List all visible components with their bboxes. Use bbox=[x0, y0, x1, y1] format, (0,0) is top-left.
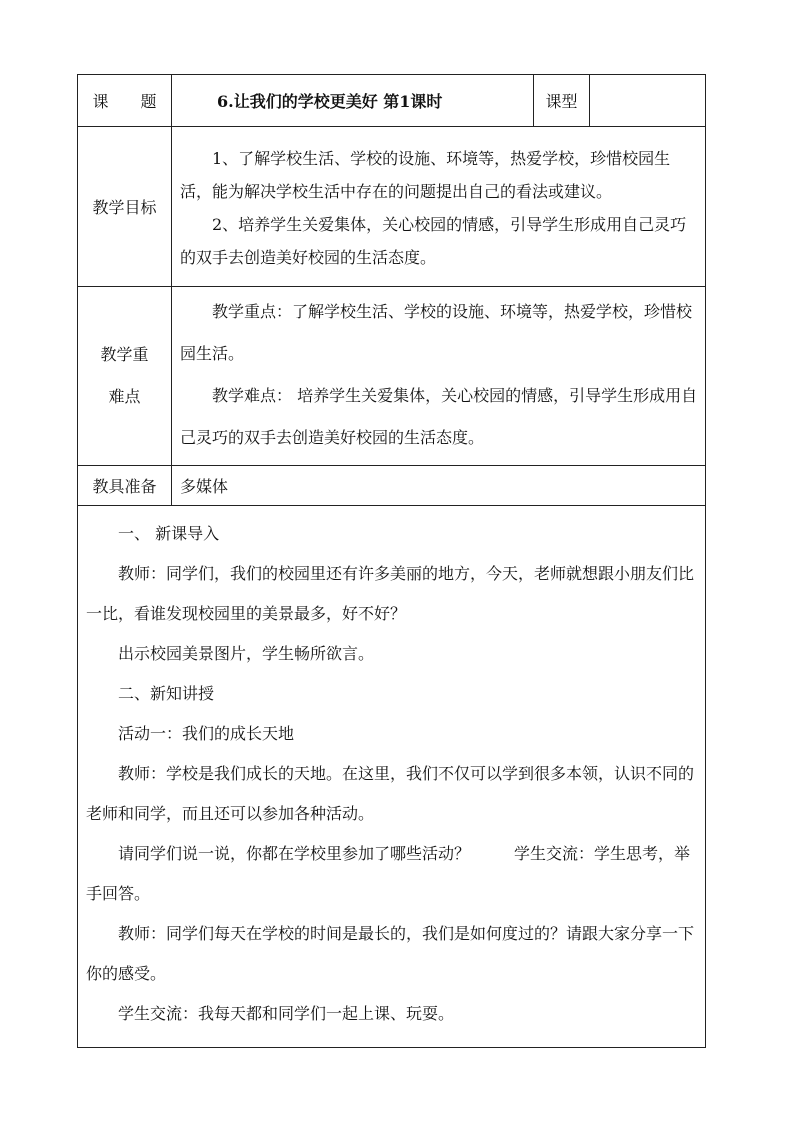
activity-one-title: 活动一：我们的成长天地 bbox=[118, 724, 295, 743]
goals-label: 教学目标 bbox=[78, 127, 172, 287]
key-points-label bbox=[78, 287, 172, 466]
goals-content bbox=[172, 127, 706, 287]
key-points-label-line1: 教学重 bbox=[100, 345, 149, 364]
process-row bbox=[78, 506, 706, 1048]
topic-label: 课 题 bbox=[78, 75, 172, 127]
teacher-intro-text: 教师：同学们，我们的校园里还有许多美丽的地方，今天，老师就想跟小朋友们比一比，看谁发现校园里的美景最多，好不好？ bbox=[86, 564, 695, 623]
goal-item-2: 2、培养学生关爱集体，关心校园的情感，引导学生形成用自己灵巧的双手去创造美好校园的生活态度。 bbox=[180, 214, 687, 267]
lesson-title: 6.让我们的学校更美好 第1课时 bbox=[172, 75, 534, 127]
tools-row bbox=[78, 466, 706, 506]
teacher-time-text: 教师：同学们每天在学校的时间是最长的，我们是如何度过的？请跟大家分享一下你的感受。 bbox=[86, 924, 695, 983]
section-new-lesson-intro: 一、 新课导入 bbox=[118, 524, 220, 543]
tools-label: 教具准备 bbox=[78, 466, 172, 506]
lesson-plan-table bbox=[77, 74, 706, 1048]
student-exchange-answer: 学生交流：学生思考，举手回答。 bbox=[86, 844, 691, 903]
ask-students-text bbox=[86, 834, 697, 914]
goals-row bbox=[78, 127, 706, 287]
type-value bbox=[590, 75, 706, 127]
ask-students-question: 请同学们说一说，你都在学校里参加了哪些活动？ bbox=[118, 844, 471, 863]
key-point-text: 教学重点：了解学校生活、学校的设施、环境等，热爱学校，珍惜校园生活。 bbox=[180, 302, 693, 363]
teacher-growth-text: 教师：学校是我们成长的天地。在这里，我们不仅可以学到很多本领，认识不同的老师和同学，而且还可以参加各种活动。 bbox=[86, 764, 695, 823]
section-new-knowledge: 二、新知讲授 bbox=[118, 684, 215, 703]
goal-item-1: 1、了解学校生活、学校的设施、环境等，热爱学校，珍惜校园生活，能为解决学校生活中存在的问题提出自己的看法或建议。 bbox=[180, 148, 671, 201]
student-exchange-text: 学生交流：我每天都和同学们一起上课、玩耍。 bbox=[118, 1004, 455, 1023]
tools-value: 多媒体 bbox=[172, 466, 706, 506]
show-pictures-text: 出示校园美景图片，学生畅所欲言。 bbox=[118, 644, 375, 663]
type-label: 课型 bbox=[534, 75, 590, 127]
key-points-row bbox=[78, 287, 706, 466]
key-points-label-line2: 难点 bbox=[108, 387, 141, 406]
process-content bbox=[78, 506, 706, 1048]
header-row bbox=[78, 75, 706, 127]
key-points-content bbox=[172, 287, 706, 466]
difficult-point-text: 教学难点： 培养学生关爱集体，关心校园的情感，引导学生形成用自己灵巧的双手去创造美好校园的生活态度。 bbox=[180, 386, 698, 447]
